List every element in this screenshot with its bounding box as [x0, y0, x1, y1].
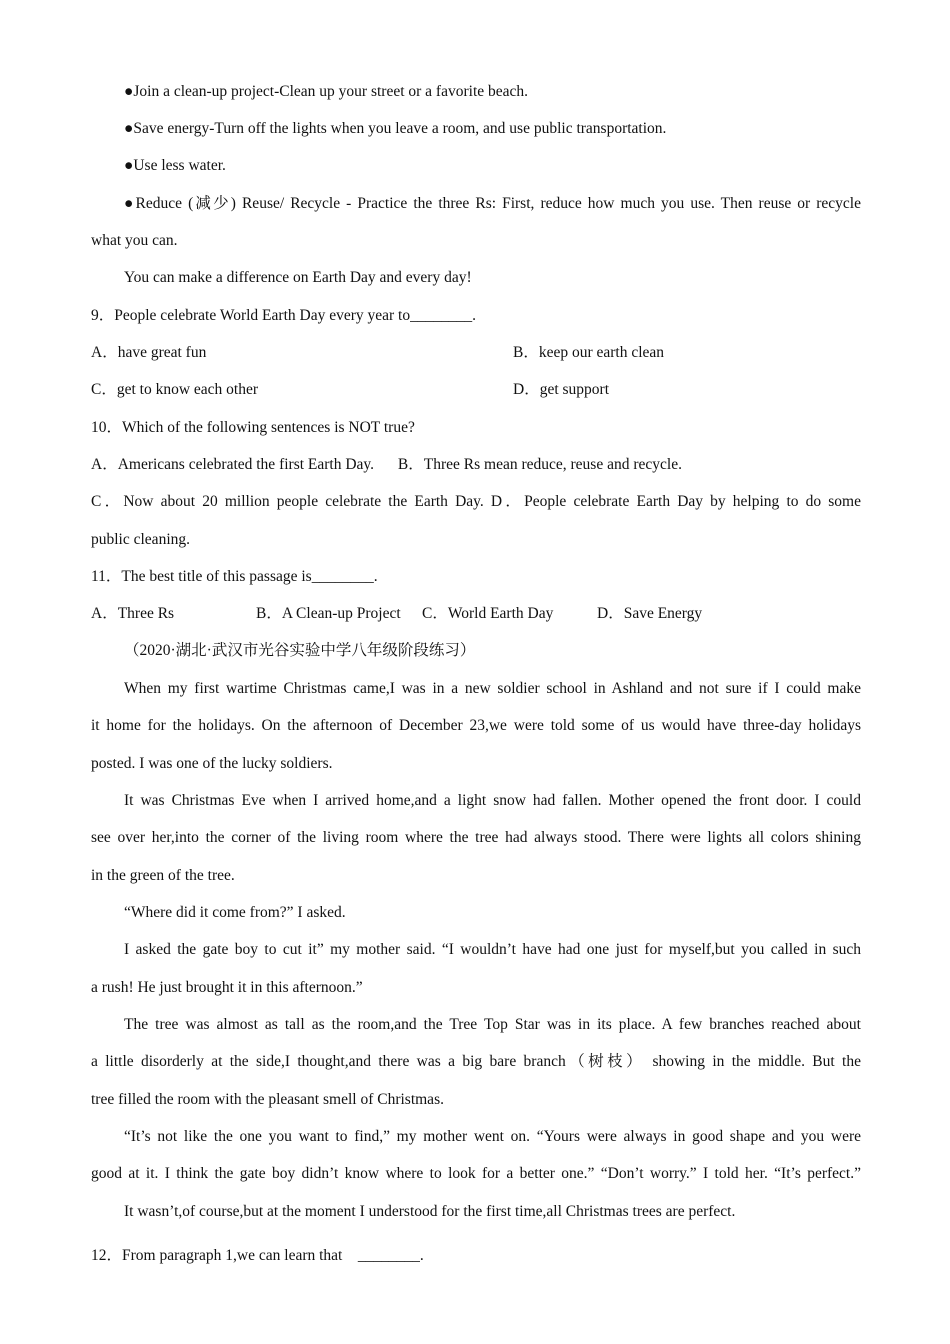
closing-sentence: You can make a difference on Earth Day and every day! — [124, 269, 472, 286]
question-11-option-d: D．Save Energy — [597, 605, 703, 622]
question-11-option-a: A．Three Rs — [91, 605, 175, 622]
bullet-reduce-continuation: what you can. — [91, 232, 178, 249]
passage-paragraph-4-line-2: a rush! He just brought it in this afternoon.” — [91, 979, 363, 996]
passage-paragraph-2-line-3: in the green of the tree. — [91, 867, 235, 884]
passage-paragraph-3: “Where did it come from?” I asked. — [124, 904, 346, 921]
passage-paragraph-4-line-1: I asked the gate boy to cut it” my mother said. “I wouldn’t have had one just for myself,but you called in such — [124, 941, 861, 958]
question-9-option-d: D．get support — [513, 381, 610, 398]
passage-paragraph-2-line-1: It was Christmas Eve when I arrived home,and a light snow had fallen. Mother opened the front door. I could — [124, 792, 861, 809]
question-11-options — [91, 604, 861, 624]
question-11-stem: 11．The best title of this passage is________. — [91, 568, 378, 585]
question-11-option-c: C．World Earth Day — [422, 605, 554, 622]
question-10-options-row-1 — [91, 455, 861, 475]
passage-source: （2020·湖北·武汉市光谷实验中学八年级阶段练习） — [124, 642, 476, 659]
bullet-use-less-water: ●Use less water. — [124, 157, 226, 174]
question-9-option-b: B．keep our earth clean — [513, 344, 665, 361]
passage-paragraph-6-line-2: good at it. I think the gate boy didn’t know where to look for a better one.” “Don’t worry.” I told her. “It’s perfect.” — [91, 1165, 861, 1182]
question-9-option-c: C．get to know each other — [91, 381, 259, 398]
passage-paragraph-1-line-2: it home for the holidays. On the afternoon of December 23,we were told some of us would have three-day holidays — [91, 717, 861, 734]
passage-paragraph-5-line-2: a little disorderly at the side,I thought,and there was a big bare branch（树枝） showing in the middle. But the — [91, 1053, 861, 1070]
passage-paragraph-7: It wasn’t,of course,but at the moment I understood for the first time,all Christmas trees are perfect. — [124, 1203, 736, 1220]
question-9-options-row-2 — [91, 380, 861, 400]
bullet-reduce-reuse-recycle: ●Reduce (减少) Reuse/ Recycle - Practice the three Rs: First, reduce how much you use. Then reuse or recycle — [124, 195, 861, 212]
passage-paragraph-5-line-1: The tree was almost as tall as the room,and the Tree Top Star was in its place. A few branches reached about — [124, 1016, 861, 1033]
passage-paragraph-1-line-1: When my first wartime Christmas came,I was in a new soldier school in Ashland and not sure if I could make — [124, 680, 861, 697]
passage-paragraph-2-line-2: see over her,into the corner of the living room where the tree had always stood. There were lights all colors shining — [91, 829, 861, 846]
passage-paragraph-5-line-3: tree filled the room with the pleasant smell of Christmas. — [91, 1091, 444, 1108]
bullet-save-energy: ●Save energy-Turn off the lights when you leave a room, and use public transportation. — [124, 120, 667, 137]
bullet-clean-up: ●Join a clean-up project-Clean up your street or a favorite beach. — [124, 83, 529, 100]
question-9-option-a: A．have great fun — [91, 344, 207, 361]
question-9-options-row-1 — [91, 343, 861, 363]
question-10-options-continuation: public cleaning. — [91, 531, 190, 548]
question-10-option-a: A．Americans celebrated the first Earth Day. — [91, 456, 375, 473]
passage-paragraph-1-line-3: posted. I was one of the lucky soldiers. — [91, 755, 333, 772]
question-10-stem: 10．Which of the following sentences is NOT true? — [91, 419, 415, 436]
passage-paragraph-6-line-1: “It’s not like the one you want to find,” my mother went on. “Yours were always in good shape and you were — [124, 1128, 861, 1145]
question-11-option-b: B．A Clean-up Project — [256, 605, 401, 622]
question-10-option-b: B．Three Rs mean reduce, reuse and recycle. — [397, 456, 682, 473]
question-9-stem: 9．People celebrate World Earth Day every year to________. — [91, 307, 476, 324]
question-12-stem: 12．From paragraph 1,we can learn that ________. — [91, 1247, 424, 1264]
question-10-options-c-d: C．Now about 20 million people celebrate the Earth Day. D．People celebrate Earth Day by helping to do some — [91, 493, 861, 510]
